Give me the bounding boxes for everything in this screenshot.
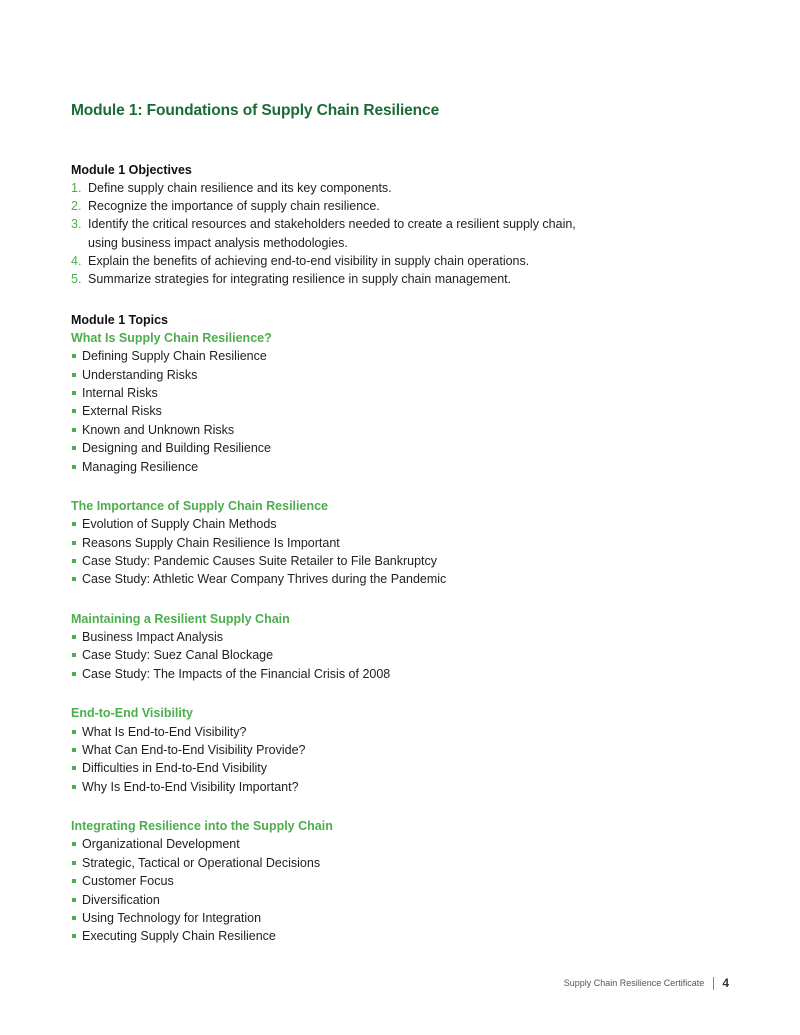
topic-item-text: Case Study: Pandemic Causes Suite Retailer to File Bankruptcy [82, 554, 438, 569]
topic-item [71, 534, 671, 552]
square-bullet-icon [72, 861, 76, 865]
objective-item [71, 215, 671, 251]
square-bullet-icon [72, 842, 76, 846]
topic-item-text: Customer Focus [82, 874, 174, 889]
topic-item [71, 458, 671, 476]
topic-item [71, 628, 671, 646]
square-bullet-icon [72, 653, 76, 657]
objective-number: 4. [71, 253, 82, 268]
topic-group [71, 329, 671, 476]
topic-item-text: Why Is End-to-End Visibility Important? [82, 779, 299, 794]
square-bullet-icon [72, 446, 76, 450]
topic-item-text: Evolution of Supply Chain Methods [82, 517, 277, 532]
topic-item [71, 646, 671, 664]
square-bullet-icon [72, 465, 76, 469]
objectives-list [71, 179, 671, 288]
footer-divider [713, 977, 714, 990]
footer-document-name: Supply Chain Resilience Certificate [563, 978, 705, 988]
topic-group-title: End-to-End Visibility [71, 706, 193, 721]
topic-group-title: Maintaining a Resilient Supply Chain [71, 611, 290, 626]
square-bullet-icon [72, 522, 76, 526]
topic-item [71, 723, 671, 741]
objective-text: Recognize the importance of supply chain resilience. [88, 199, 380, 214]
square-bullet-icon [72, 391, 76, 395]
objective-item [71, 179, 671, 197]
objective-text: using business impact analysis methodologies. [88, 235, 348, 250]
square-bullet-icon [72, 934, 76, 938]
topic-item-text: Business Impact Analysis [82, 630, 224, 645]
topic-list [71, 628, 671, 683]
square-bullet-icon [72, 898, 76, 902]
objective-number: 5. [71, 272, 82, 287]
topic-group [71, 497, 671, 589]
topic-item-text: Understanding Risks [82, 367, 198, 382]
topic-item-text: Case Study: The Impacts of the Financial Crisis of 2008 [82, 666, 391, 681]
topic-item-text: What Is End-to-End Visibility? [82, 724, 247, 739]
topic-item [71, 778, 671, 796]
topic-item-text: What Can End-to-End Visibility Provide? [82, 742, 306, 757]
topic-item [71, 854, 671, 872]
topic-item [71, 891, 671, 909]
page-footer [564, 976, 729, 990]
square-bullet-icon [72, 916, 76, 920]
topic-item-text: Difficulties in End-to-End Visibility [82, 761, 268, 776]
topic-item-text: External Risks [82, 404, 162, 419]
topic-item [71, 384, 671, 402]
topic-group-title: The Importance of Supply Chain Resilience [71, 499, 328, 514]
square-bullet-icon [72, 785, 76, 789]
topic-item [71, 570, 671, 588]
square-bullet-icon [72, 577, 76, 581]
topic-item-text: Defining Supply Chain Resilience [82, 349, 267, 364]
topic-item-text: Strategic, Tactical or Operational Decisions [82, 855, 321, 870]
topic-item-text: Case Study: Athletic Wear Company Thrives during the Pandemic [82, 572, 447, 587]
topic-item [71, 347, 671, 365]
topic-list [71, 347, 671, 476]
topic-item [71, 421, 671, 439]
objective-item [71, 270, 671, 288]
topic-item [71, 835, 671, 853]
topics-section [71, 311, 671, 967]
topic-item [71, 872, 671, 890]
topic-item [71, 439, 671, 457]
objective-number: 2. [71, 199, 82, 214]
square-bullet-icon [72, 541, 76, 545]
objective-item [71, 197, 671, 215]
square-bullet-icon [72, 672, 76, 676]
topic-group [71, 610, 671, 683]
topic-item-text: Using Technology for Integration [82, 910, 262, 925]
topic-item-text: Managing Resilience [82, 459, 199, 474]
topic-list [71, 835, 671, 945]
square-bullet-icon [72, 373, 76, 377]
square-bullet-icon [72, 559, 76, 563]
topic-item-text: Known and Unknown Risks [82, 422, 235, 437]
topic-group-title: Integrating Resilience into the Supply Chain [71, 819, 333, 834]
objective-number: 1. [71, 181, 82, 195]
topic-item [71, 909, 671, 927]
square-bullet-icon [72, 428, 76, 432]
topic-item [71, 402, 671, 420]
topic-item-text: Diversification [82, 892, 160, 907]
square-bullet-icon [72, 766, 76, 770]
topic-item [71, 366, 671, 384]
topic-list [71, 723, 671, 797]
page-title: Module 1: Foundations of Supply Chain Resilience [71, 102, 440, 119]
topic-item-text: Designing and Building Resilience [82, 441, 272, 456]
topic-item-text: Executing Supply Chain Resilience [82, 929, 276, 944]
objective-text: Summarize strategies for integrating resilience in supply chain management. [88, 272, 512, 287]
objectives-heading: Module 1 Objectives [71, 163, 192, 177]
topic-item [71, 552, 671, 570]
square-bullet-icon [72, 879, 76, 883]
topic-groups [71, 329, 671, 946]
square-bullet-icon [72, 354, 76, 358]
square-bullet-icon [72, 730, 76, 734]
topic-item-text: Reasons Supply Chain Resilience Is Important [82, 535, 340, 550]
topic-item-text: Case Study: Suez Canal Blockage [82, 648, 274, 663]
objective-item [71, 252, 671, 270]
objective-text: Explain the benefits of achieving end-to-end visibility in supply chain operations. [88, 253, 530, 268]
topic-group [71, 817, 671, 946]
topic-item [71, 515, 671, 533]
objective-text: Identify the critical resources and stakeholders needed to create a resilient supply chain, [88, 217, 576, 232]
objective-text: Define supply chain resilience and its key components. [88, 181, 392, 195]
topic-item [71, 741, 671, 759]
topic-group [71, 704, 671, 796]
topics-heading: Module 1 Topics [71, 313, 168, 327]
topic-item [71, 759, 671, 777]
topic-group-title: What Is Supply Chain Resilience? [71, 331, 272, 345]
topic-item [71, 927, 671, 945]
square-bullet-icon [72, 409, 76, 413]
square-bullet-icon [72, 748, 76, 752]
page-number: 4 [722, 976, 729, 990]
topic-item-text: Organizational Development [82, 837, 240, 852]
objective-number: 3. [71, 217, 82, 232]
objectives-section [71, 161, 671, 288]
square-bullet-icon [72, 635, 76, 639]
topic-item [71, 665, 671, 683]
topic-list [71, 515, 671, 589]
topic-item-text: Internal Risks [82, 386, 158, 401]
